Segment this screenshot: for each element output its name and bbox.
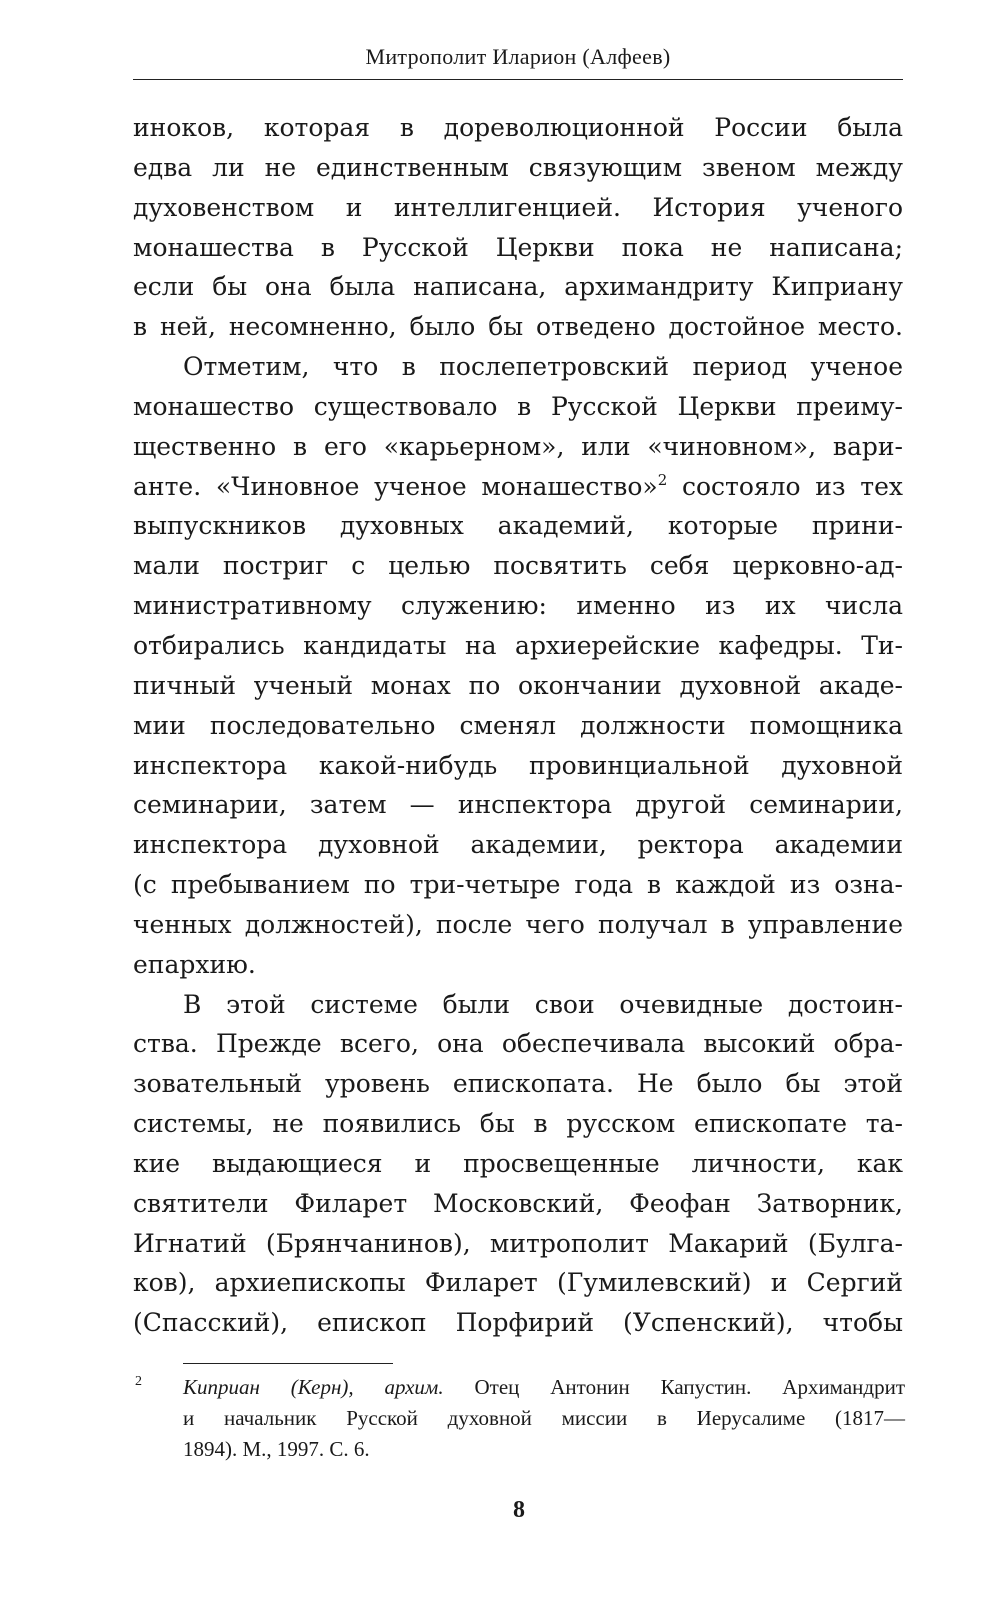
- text-line: [133, 905, 903, 945]
- text-segment: зовательный уровень епископата. Не было бы этой: [133, 1069, 903, 1099]
- text-segment: монашество существовало в Русской Церкви преиму-: [133, 391, 903, 421]
- text-segment: Игнатий (Брянчанинов), митрополит Макарий (Булга-: [133, 1228, 903, 1258]
- text-line: [133, 626, 903, 666]
- text-line: [133, 148, 903, 188]
- text-segment: мии последовательно сменял должности помощника: [133, 710, 903, 740]
- text-segment: (Спасский), епископ Порфирий (Успенский), чтобы: [133, 1308, 903, 1338]
- text-line: [133, 865, 903, 905]
- text-segment: епархию.: [133, 949, 256, 979]
- text-segment: щественно в его «карьерном», или «чиновном», вари-: [133, 431, 903, 461]
- footnote: [133, 1372, 905, 1465]
- body-text: [133, 108, 903, 1343]
- text-segment: ков), архиепископы Филарет (Гумилевский) и Сергий: [133, 1268, 903, 1298]
- text-line: [133, 108, 903, 148]
- text-segment: монашества в Русской Церкви пока не написана;: [133, 232, 903, 262]
- text-segment: инспектора духовной академии, ректора академии: [133, 830, 903, 860]
- text-segment: В этой системе были свои очевидные достоин-: [183, 989, 903, 1019]
- footnote-text: Отец Антонин Капустин. Архимандрит: [443, 1375, 905, 1399]
- text-line: [133, 546, 903, 586]
- footnote-line: 1894). М., 1997. С. 6.: [183, 1437, 370, 1461]
- text-segment: в ней, несомненно, было бы отведено достойное место.: [133, 312, 903, 342]
- text-segment: святители Филарет Московский, Феофан Затворник,: [133, 1188, 903, 1218]
- text-line: [133, 1024, 903, 1064]
- text-segment: Отметим, что в послепетровский период ученое: [183, 352, 903, 382]
- text-line: [133, 188, 903, 228]
- text-segment: духовенством и интеллигенцией. История ученого: [133, 192, 903, 222]
- text-segment: семинарии, затем — инспектора другой семинарии,: [133, 790, 903, 820]
- text-line: [133, 666, 903, 706]
- text-segment: анте. «Чиновное ученое монашество»: [133, 471, 658, 501]
- text-segment: иноков, которая в дореволюционной России была: [133, 113, 903, 142]
- text-line: [133, 586, 903, 626]
- text-segment: если бы она была написана, архимандриту Киприану: [133, 272, 903, 302]
- page-number: 8: [513, 1497, 525, 1523]
- footnote-reference[interactable]: 2: [657, 470, 668, 489]
- text-line: [133, 1263, 903, 1303]
- text-line: [133, 1224, 903, 1264]
- text-segment: мали постриг с целью посвятить себя церковно-ад-: [133, 551, 903, 581]
- text-segment: отбирались кандидаты на архиерейские кафедры. Ти-: [133, 630, 903, 660]
- text-segment: выпускников духовных академий, которые прини-: [133, 511, 903, 541]
- text-line: [133, 825, 903, 865]
- text-line: [133, 427, 903, 467]
- text-line: [133, 506, 903, 546]
- footnote-author: Киприан (Керн), архим.: [183, 1375, 444, 1399]
- text-line: [133, 945, 903, 985]
- text-segment: (с пребыванием по три-четыре года в каждой из озна-: [133, 870, 903, 900]
- text-segment: инспектора какой-нибудь провинциальной духовной: [133, 750, 903, 780]
- footnote-line: [183, 1372, 905, 1403]
- header-rule: [133, 79, 903, 80]
- text-line: [133, 347, 903, 387]
- text-line: [133, 267, 903, 307]
- text-segment: едва ли не единственным связующим звеном между: [133, 152, 903, 182]
- text-line: [133, 785, 903, 825]
- text-line: [133, 1064, 903, 1104]
- text-line: [133, 1144, 903, 1184]
- text-segment: состояло из тех: [667, 471, 903, 501]
- text-line: [133, 746, 903, 786]
- footnote-rule: [183, 1363, 393, 1364]
- text-line: [133, 228, 903, 268]
- text-segment: ченных должностей), после чего получал в управление: [133, 909, 903, 939]
- text-line: [133, 706, 903, 746]
- text-line: [133, 387, 903, 427]
- footnote-line: и начальник Русской духовной миссии в Иерусалиме (1817—: [183, 1406, 905, 1430]
- text-line: [133, 467, 903, 507]
- text-line: [133, 985, 903, 1025]
- text-segment: кие выдающиеся и просвещенные личности, как: [133, 1148, 903, 1178]
- text-line: [133, 1184, 903, 1224]
- text-segment: министративному служению: именно из их числа: [133, 591, 903, 621]
- text-line: [133, 307, 903, 347]
- text-segment: системы, не появились бы в русском епископате та-: [133, 1109, 903, 1139]
- running-header: Митрополит Иларион (Алфеев): [365, 44, 671, 69]
- text-segment: пичный ученый монах по окончании духовной акаде-: [133, 670, 903, 700]
- text-line: [133, 1303, 903, 1343]
- text-line: [133, 1104, 903, 1144]
- footnote-marker: 2: [135, 1374, 142, 1389]
- text-segment: ства. Прежде всего, она обеспечивала высокий обра-: [133, 1029, 903, 1059]
